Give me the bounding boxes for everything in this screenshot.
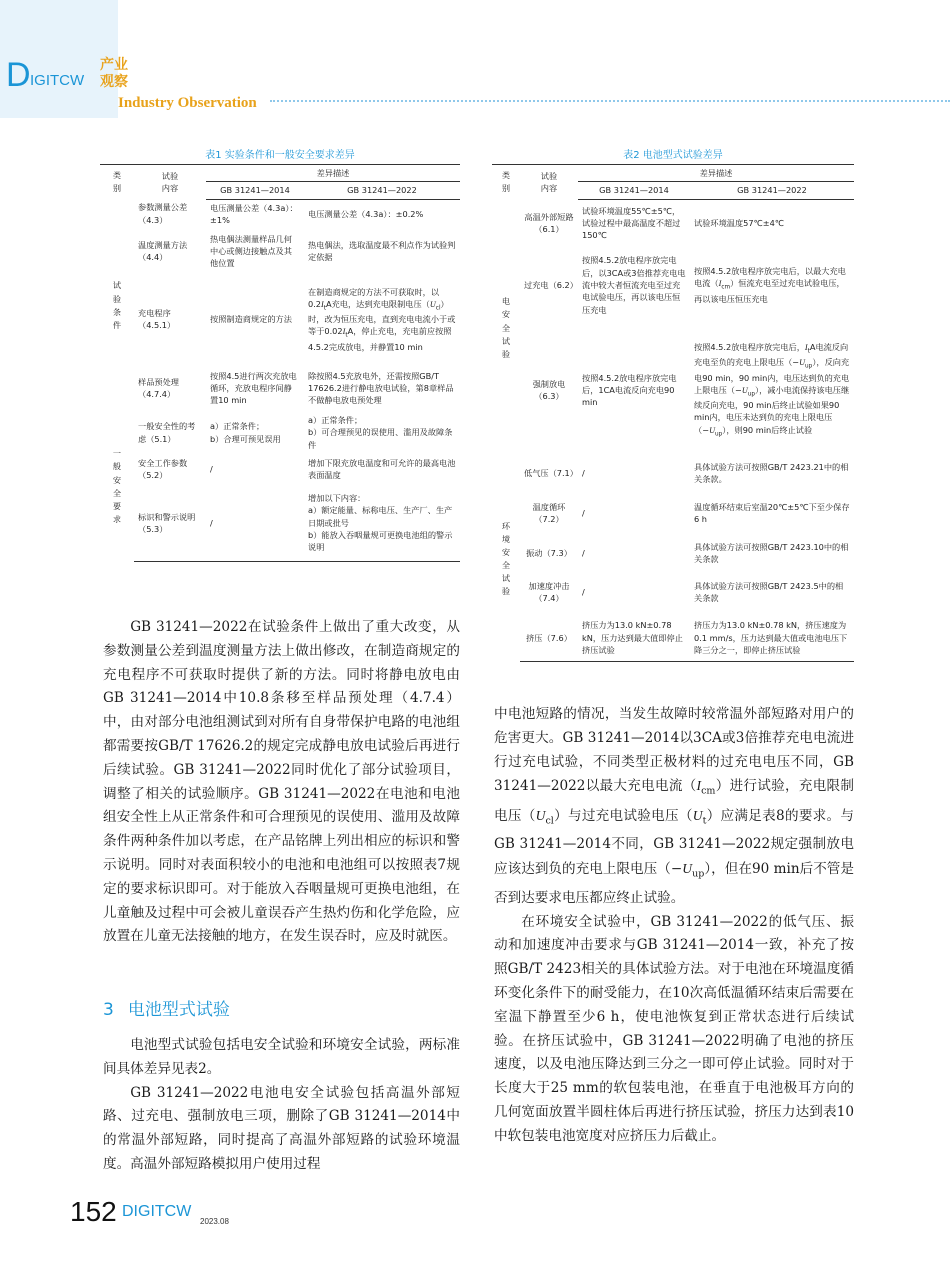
table1-caption: 表1 实验条件和一般安全要求差异 [205, 150, 355, 161]
table2-group-label: 电 安 全 试 验 [501, 296, 511, 359]
table1-head-old: GB 31241—2014 [206, 182, 304, 199]
table2-cell-item: 过充电（6.2） [524, 279, 578, 290]
table1 [100, 164, 460, 562]
table-row [492, 537, 854, 569]
table1-cell-old: 热电偶法测量样品几何中心或侧边接触点及其他位置 [210, 233, 292, 269]
table-row [492, 457, 854, 489]
header-dotted-rule [270, 100, 950, 102]
paragraph: 在环境安全试验中，GB 31241—2022的低气压、振动和加速度冲击要求与GB 31241—2014一致，补充了按照GB/T 2423相关的具体试验方法。对于电池在环境温度循环变化条件下的耐受能力，在10次高低温循环结束后需要在室温下静置至少6 h，使电池恢复到正常状态进行后续试验。在挤压试验中，GB 31241—2022明确了电池的挤压速度，以及电池压降达到三分之一即可停止试验。同时对于长度大于25 mm的软包装电池，在垂直于电池极耳方向的几何宽面放置半圆柱体后再进行挤压试验，挤压力达到表10中软包装电池宽度对应挤压力后截止。 [494, 913, 854, 1144]
table2-cell-item: 振动（7.3） [526, 547, 572, 558]
table1-cell-new: 增加下限充放电温度和可允许的最高电池表面温度 [308, 457, 456, 481]
table1-head-item: 试验 内容 [134, 165, 206, 200]
section-number: 3 [103, 1000, 114, 1020]
table-row [100, 274, 460, 364]
table2-cell-old: / [582, 586, 585, 597]
table2-cell-old: 按照4.5.2放电程序放完电后，以3CA或3倍推荐充电电流中较大者恒流充电至过充电试验电压，再以该电压恒压充电 [582, 255, 686, 315]
paragraph: 中电池短路的情况，当发生故障时较常温外部短路对用户的危害更大。GB 31241—2014以3CA或3倍推荐充电电流进行过充电试验，不同类型正极材料的过充电电压不同，GB 31241—2022以最大充电电流$(I_{cm})$进行试验，充电限制电压$(U_{cl})$与过充电试验电压$(U_t)$应满足表8的要求。与GB 31241—2014不同，GB 31241—2022规定强制放电应该达到负的充电上限电压$(-U_{up})$，但在90 min后不管是否到达要求电压都应终止试验。 [494, 706, 855, 906]
table2-cell-new: 温度循环结束后室温20℃±5℃下至少保存6 h [694, 501, 850, 525]
table2 [492, 164, 854, 662]
brand-logo-letter: D [6, 56, 30, 94]
right-column-text [494, 703, 854, 1149]
table-row [100, 453, 460, 485]
table2-cell-item: 挤压（7.6） [520, 615, 578, 661]
footer-brand: DIGITCW [122, 1203, 192, 1220]
table2-cell-item: 加速度冲击（7.4） [528, 580, 570, 604]
column-title-en: Industry Observation [118, 95, 257, 111]
table1-group-label: 一 般 安 全 要 求 [112, 448, 122, 524]
table2-cell-item: 低气压（7.1） [524, 467, 578, 478]
table-row [492, 199, 854, 247]
table1-cell-new: 在制造商规定的方法不可获取时，以$0.2I_tA$充电，达到充电限制电压$(U_{cl})$时，改为恒压充电，直到充电电流小于或等于$0.02I_tA$，停止充电，充电前应按照4.5.2完成放电，并静置10 min [308, 286, 456, 352]
table2-cell-old: 试验环境温度55℃±5℃，试验过程中最高温度不超过150℃ [582, 205, 681, 241]
table1-cell-item: 一般安全性的考虑（5.1） [138, 421, 196, 444]
table2-cell-item: 温度循环（7.2） [532, 501, 566, 525]
left-column-text-top [103, 616, 460, 949]
table2-cell-old: / [582, 507, 585, 518]
table1-cell-new: 热电偶法，选取温度最不利点作为试验判定依据 [308, 239, 456, 263]
table2-head-old: GB 31241—2014 [578, 182, 690, 199]
section-title: 电池型式试验 [127, 1000, 230, 1020]
table2-cell-item: 高温外部短路（6.1） [524, 211, 574, 235]
page-number: 152 [70, 1196, 117, 1227]
footer-date: 2023.08 [200, 1217, 229, 1226]
table2-cell-new: 按照4.5.2放电程序放完电后，以最大充电电流$(I_{cm})$恒流充电至过充电试验电压，再以该电压恒压充电 [694, 266, 846, 304]
table1-cell-item: 温度测量方法（4.4） [138, 239, 188, 263]
table1-cell-item: 标识和警示说明（5.3） [134, 485, 206, 561]
table2-cell-new: 具体试验方法可按照GB/T 2423.21中的相关条款。 [694, 461, 849, 485]
paragraph: GB 31241—2022在试验条件上做出了重大改变，从参数测量公差到温度测量方法上做出修改，在制造商规定的充电程序不可获取时提供了新的方法。同时将静电放电由GB 31241—2014中10.8条移至样品预处理（4.7.4）中，由对部分电池组测试到对所有自身带保护电路的电池组都需要按GB/T 17626.2的规定完成静电放电试验后再进行后续试验。GB 31241—2022同时优化了部分试验项目，调整了相关的试验顺序。GB 31241—2022在电池和电池组安全性上从正常条件和可合理预见的误使用、滥用及故障条件两种条件加以考虑，在产品铭牌上列出相应的标识和警示说明。同时对表面积较小的电池和电池组可以按照表7规定的要求标识即可。对于能放入吞咽量规可更换电池组，在儿童触及过程中可会被儿童误吞产生热灼伤和化学危险，应放置在儿童无法接触的地方，在发生误吞时，应及时就医。 [103, 619, 460, 945]
table2-cell-new: 具体试验方法可按照GB/T 2423.10中的相关条款 [694, 541, 849, 565]
table1-head-diff: 差异描述 [206, 165, 460, 182]
table1-cell-new: a）正常条件； b）可合理预见的误使用、滥用及故障条件 [308, 415, 453, 450]
table2-cell-old: / [582, 547, 585, 558]
table2-cell-item: 强制放电（6.3） [532, 378, 566, 402]
table-row [492, 569, 854, 615]
table-row [492, 323, 854, 457]
table1-cell-old: 按照4.5进行两次充放电循环，充放电程序间静置10 min [210, 370, 297, 406]
table2-head-category: 类 别 [492, 165, 520, 200]
table1-cell-old: / [210, 463, 213, 474]
table2-caption: 表2 电池型式试验差异 [623, 150, 723, 161]
table1-cell-new: 除按照4.5充放电外，还需按照GB/T 17626.2进行静电放电试验，第8章样品不做静电放电预处理 [308, 370, 454, 406]
table1-cell-old: 按照制造商规定的方法 [210, 314, 292, 325]
left-column-text-bottom [103, 1034, 460, 1177]
paragraph: GB 31241—2022电池电安全试验包括高温外部短路、过充电、强制放电三项，删除了GB 31241—2014中的常温外部短路，同时提高了高温外部短路的试验环境温度。高温外部短路模拟用户使用过程 [103, 1084, 460, 1172]
column-title-cn-line1: 产业 [100, 57, 128, 73]
table-row [492, 489, 854, 537]
table-row [492, 615, 854, 661]
table2-cell-new: 挤压力为13.0 kN±0.78 kN，挤压速度为0.1 mm/s，压力达到最大值或电池电压下降三分之一，即停止挤压试验 [690, 615, 854, 661]
table1-cell-item: 安全工作参数（5.2） [138, 457, 188, 481]
table1-cell-item: 样品预处理（4.7.4） [138, 376, 179, 400]
table1-head-category: 类 别 [100, 165, 134, 200]
table2-cell-old: 按照4.5.2放电程序放完电后，1CA电流反向充电90 min [582, 372, 677, 408]
table1-group-label: 试 验 条 件 [112, 280, 122, 330]
table2-head-new: GB 31241—2022 [690, 182, 854, 199]
table-row [100, 199, 460, 228]
table1-cell-old: a）正常条件； b）合理可预见误用 [210, 421, 281, 444]
table-row [100, 364, 460, 412]
table2-cell-old: / [582, 467, 585, 478]
section-heading [103, 995, 244, 1020]
table1-cell-old: / [206, 485, 304, 561]
paragraph: 电池型式试验包括电安全试验和环境安全试验，两标准间具体差异见表2。 [103, 1037, 460, 1077]
table2-group-label: 环 境 安 全 试 验 [501, 520, 511, 597]
table1-cell-item: 参数测量公差（4.3） [138, 202, 188, 225]
table-row [100, 485, 460, 561]
column-title-cn-line2: 观察 [100, 74, 128, 90]
table1-cell-new: 电压测量公差（4.3a）：±0.2% [308, 208, 424, 219]
table1-cell-new: 增加以下内容： a）额定能量、标称电压、生产厂、生产日期或批号 b）能放入吞咽量规可更换电池组的警示说明 [304, 485, 460, 561]
table2-head-diff: 差异描述 [578, 165, 854, 182]
table1-cell-item: 充电程序（4.5.1） [138, 307, 176, 331]
table1-cell-old: 电压测量公差（4.3a）：±1% [210, 202, 298, 225]
table-row [492, 247, 854, 323]
table2-head-item: 试验 内容 [520, 165, 578, 200]
table2-cell-new: 试验环境温度57℃±4℃ [694, 218, 785, 229]
table2-cell-old: 挤压力为13.0 kN±0.78 kN，压力达到最大值即停止挤压试验 [578, 615, 690, 661]
table1-head-new: GB 31241—2022 [304, 182, 460, 199]
table2-cell-new: 具体试验方法可按照GB/T 2423.5中的相关条款 [694, 580, 844, 604]
table-row [100, 412, 460, 453]
table-row [100, 228, 460, 274]
table2-cell-new: 按照4.5.2放电程序放完电后，$I_tA$电流反向充电至负的充电上限电压$(-U_{up})$，反向充电90 min，90 min内，电压达到负的充电上限电压$(-U_{up})$，减小电流保持该电压继续反向充电，90 min后终止试验如果90 min内，电压未达到负的充电上限电压$(-U_{up})$，则90 min后终止试验 [694, 342, 850, 438]
brand-logo-text: IGITCW [30, 72, 85, 89]
